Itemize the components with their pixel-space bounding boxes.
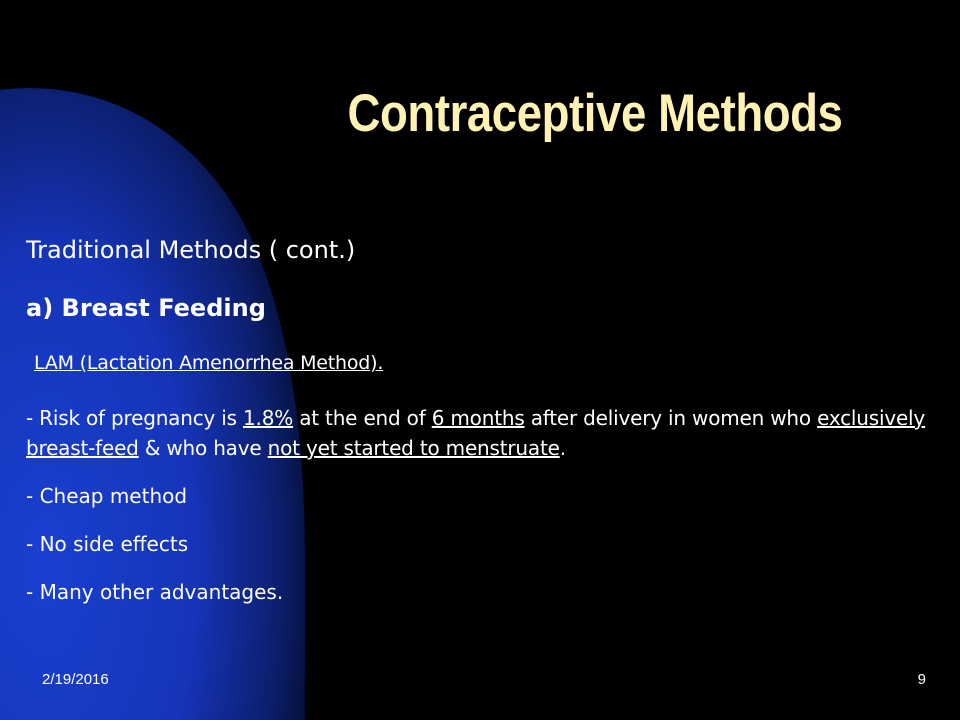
bullet-no-side-effects: - No side effects (26, 532, 189, 556)
slide-title: Contraceptive Methods (347, 84, 843, 143)
risk-text-2: after delivery in women who (524, 406, 818, 430)
lam-definition: LAM (Lactation Amenorrhea Method). (34, 352, 384, 374)
page-number: 9 (917, 671, 926, 688)
risk-text-1: at the end of (293, 406, 432, 430)
risk-text-3: & who have (138, 436, 268, 460)
risk-paragraph (26, 403, 938, 463)
section-heading: a) Breast Feeding (26, 294, 266, 322)
bullet-other-advantages: - Many other advantages. (26, 580, 284, 604)
bullet-cheap-method: - Cheap method (26, 484, 188, 508)
risk-condition-2: not yet started to menstruate (267, 436, 560, 460)
risk-suffix: . (559, 436, 566, 460)
footer-date: 2/19/2016 (42, 671, 109, 688)
slide-subtitle: Traditional Methods ( cont.) (26, 236, 356, 264)
risk-duration: 6 months (431, 406, 525, 430)
risk-percentage: 1.8% (243, 406, 294, 430)
risk-prefix: - Risk of pregnancy is (26, 406, 244, 430)
risk-condition-1: exclusively breast-feed (26, 406, 926, 460)
